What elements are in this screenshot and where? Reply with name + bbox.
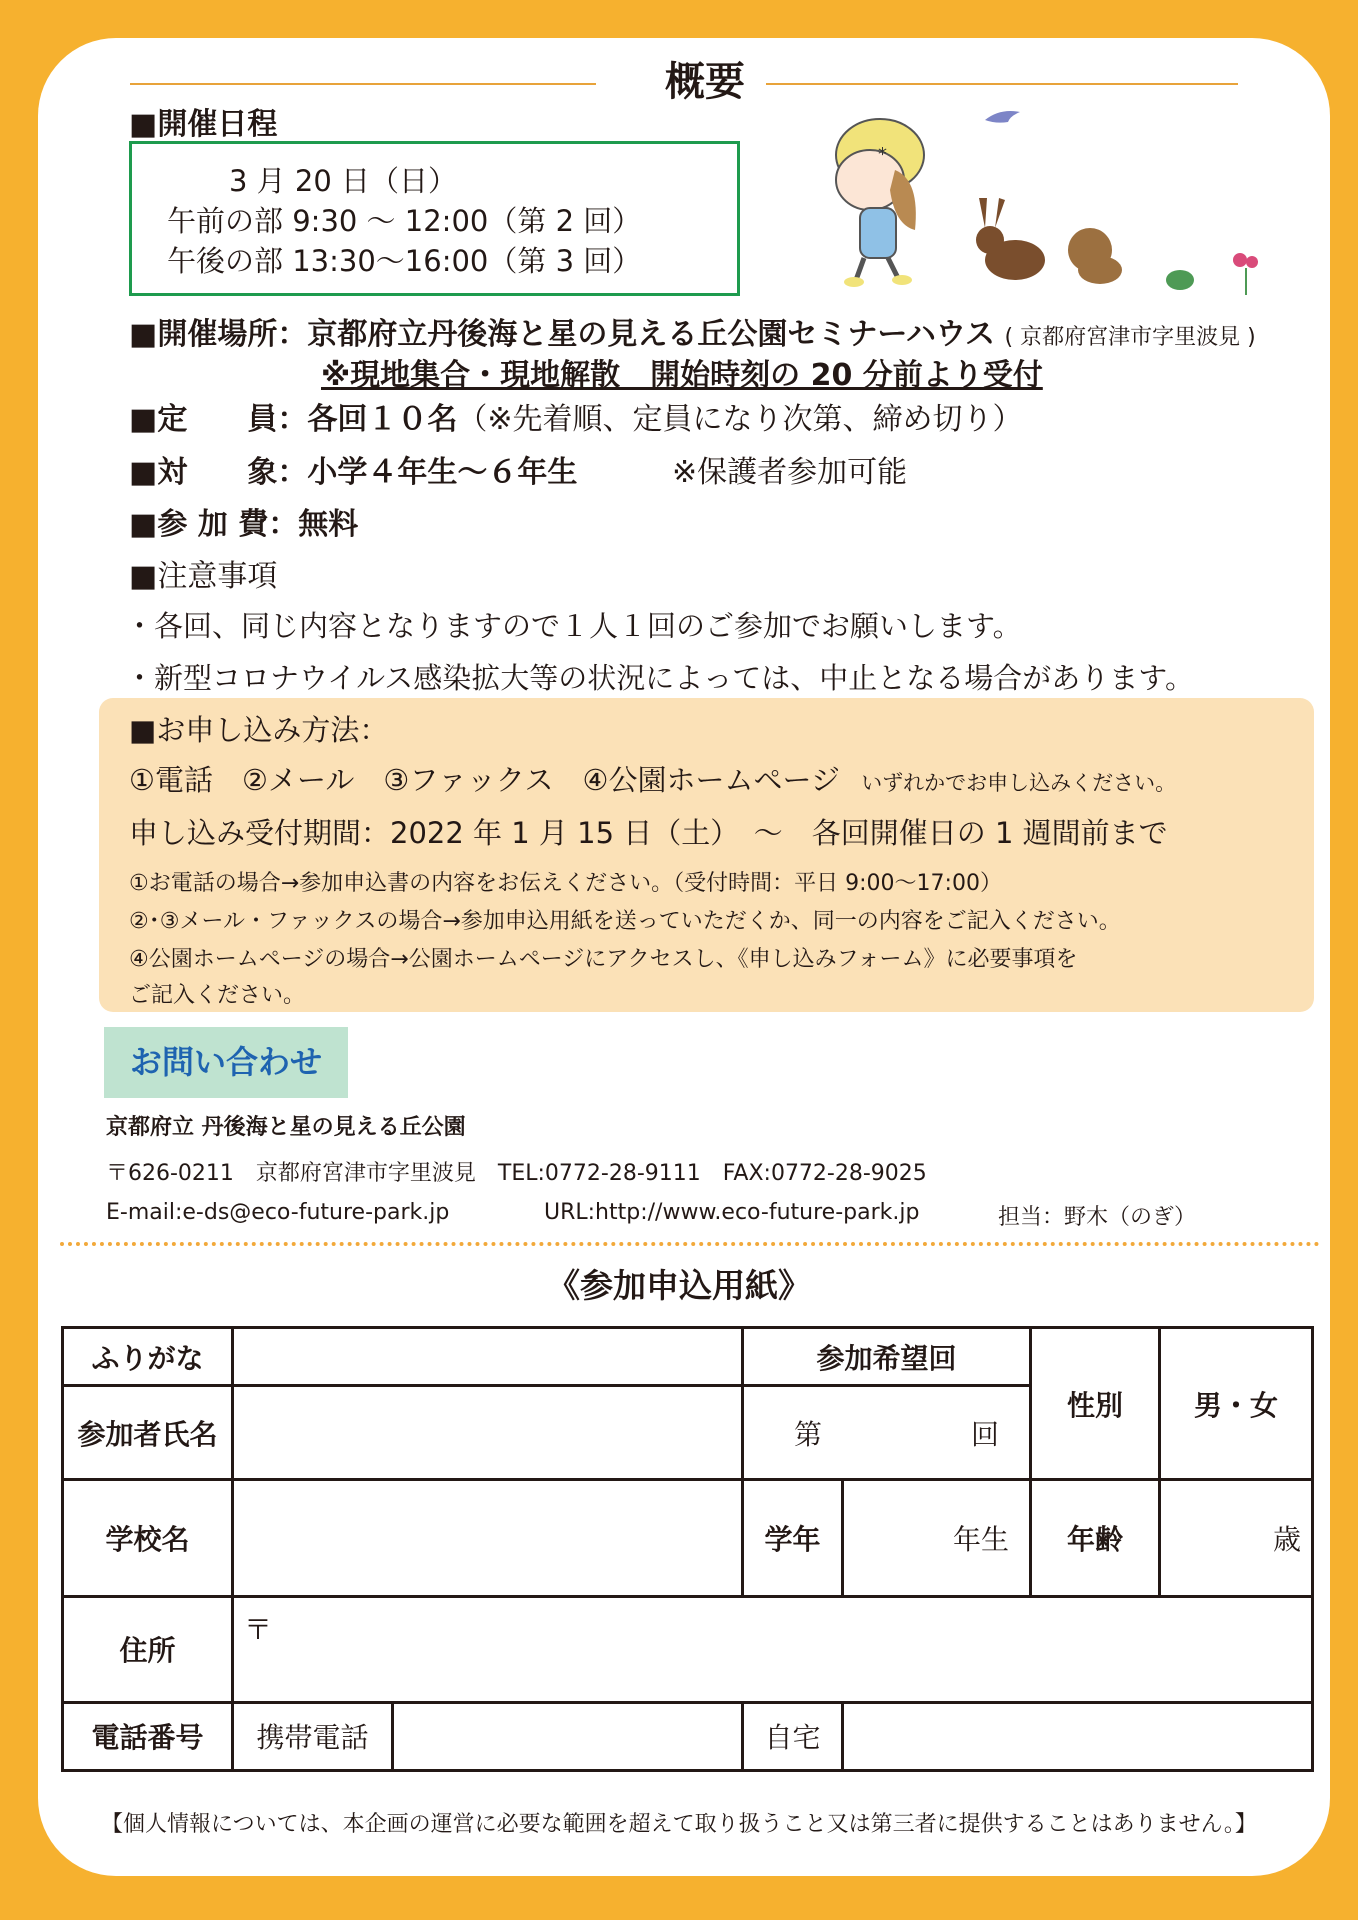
overview-header (130, 50, 1238, 105)
contact-url[interactable]: URL:http://www.eco-future-park.jp (544, 1200, 920, 1225)
mobile-field[interactable] (393, 1702, 743, 1770)
school-field[interactable] (233, 1480, 743, 1596)
home-field[interactable] (843, 1702, 1313, 1770)
child-illustration (836, 119, 924, 287)
schedule-heading: ■開催日程 (129, 107, 278, 142)
apply-period: 申し込み受付期間：2022 年 1 月 15 日（土） ～ 各回開催日の 1 週間前まで (129, 816, 1168, 850)
apply-methods-note: いずれかでお申し込みください。 (861, 771, 1177, 795)
grade-field[interactable] (843, 1480, 1031, 1596)
target-value: 小学４年生～６年生 (307, 455, 578, 490)
privacy-note: 【個人情報については、本企画の運営に必要な範囲を超えて取り扱うこと又は第三者に提供することはありません。】 (101, 1812, 1257, 1837)
squirrel-icon (1068, 228, 1122, 284)
schedule-am: 午前の部 9:30 ～ 12:00（第 2 回） (167, 204, 642, 238)
capacity-note: （※先着順、定員になり次第、締め切り） (457, 402, 1023, 437)
svg-text:*: * (878, 144, 887, 165)
session-field[interactable] (743, 1386, 1031, 1480)
postal-mark: 〒 (244, 1612, 273, 1646)
venue-value: 京都府立丹後海と星の見える丘公園セミナーハウス (307, 317, 995, 352)
bird-icon (985, 111, 1020, 123)
venue-sub: ( 京都府宮津市字里波見 ) (1004, 325, 1256, 350)
phone-label: 電話番号 (63, 1702, 233, 1770)
schedule-pm: 午後の部 13:30～16:00（第 3 回） (167, 244, 642, 278)
title-rule-left (130, 83, 596, 85)
gender-field[interactable]: 男・女 (1160, 1328, 1313, 1480)
apply-methods-list: ①電話 ②メール ③ファックス ④公園ホームページ (129, 763, 840, 797)
contact-badge: お問い合わせ (104, 1027, 348, 1098)
flower-icon (1233, 253, 1258, 295)
age-label: 年齢 (1031, 1480, 1160, 1596)
fee-row (129, 499, 358, 543)
capacity-row (129, 394, 1023, 438)
session-label: 参加希望回 (743, 1328, 1031, 1386)
page-title: 概要 (665, 59, 745, 105)
furigana-field[interactable] (233, 1328, 743, 1386)
contact-email[interactable]: E-mail:e-ds@eco-future-park.jp (106, 1200, 450, 1225)
furigana-label: ふりがな (63, 1328, 233, 1386)
contact-address: 〒626-0211 京都府宮津市字里波見 TEL:0772-28-9111 FAX:0772-28-9025 (106, 1161, 927, 1186)
apply-panel (99, 698, 1314, 1012)
apply-detail: ①お電話の場合→参加申込書の内容をお伝えください。（受付時間：平日 9:00～17:00） (129, 871, 1002, 896)
venue-label: ■開催場所： (129, 317, 308, 352)
apply-detail: ②･③メール・ファックスの場合→参加申込用紙を送っていただくか、同一の内容をご記入ください。 (129, 909, 1121, 934)
grade-label: 学年 (743, 1480, 843, 1596)
contact-org: 京都府立 丹後海と星の見える丘公園 (106, 1115, 466, 1140)
address-field[interactable] (233, 1596, 1313, 1702)
gender-label: 性別 (1031, 1328, 1160, 1480)
age-field[interactable] (1160, 1480, 1313, 1596)
target-note: ※保護者参加可能 (672, 455, 908, 490)
apply-methods (129, 758, 1176, 799)
cut-line (60, 1242, 1320, 1246)
capacity-label: ■定 員： (129, 402, 308, 437)
schedule-box (129, 141, 740, 296)
session-kai: 回 (971, 1417, 1000, 1451)
schedule-date: 3 月 20 日（日） (229, 164, 458, 198)
contact-person: 担当：野木（のぎ） (998, 1205, 1197, 1230)
apply-heading: ■お申し込み方法： (129, 713, 389, 747)
school-label: 学校名 (63, 1480, 233, 1596)
fee-label: ■参 加 費： (129, 507, 299, 542)
apply-detail: ご記入ください。 (129, 983, 306, 1008)
venue-note: ※現地集合・現地解散 開始時刻の 20 分前より受付 (321, 358, 1043, 393)
address-label: 住所 (63, 1596, 233, 1702)
target-row (129, 447, 577, 491)
capacity-value: 各回１０名 (307, 402, 458, 437)
notes-heading: ■注意事項 (129, 559, 278, 594)
name-field[interactable] (233, 1386, 743, 1480)
age-unit: 歳 (1273, 1522, 1302, 1556)
home-label: 自宅 (743, 1702, 843, 1770)
kids-animals-illustration (800, 100, 1270, 300)
note-item: ・各回、同じ内容となりますので１人１回のご参加でお願いします。 (125, 609, 1022, 643)
name-label: 参加者氏名 (63, 1386, 233, 1480)
frog-icon (1166, 270, 1194, 290)
application-form (61, 1326, 1314, 1772)
session-dai: 第 (794, 1417, 823, 1451)
venue-row (129, 309, 1256, 353)
apply-detail: ④公園ホームページの場合→公園ホームページにアクセスし、《申し込みフォーム》に必要事項を (129, 947, 1078, 972)
title-rule-right (766, 83, 1238, 85)
rabbit-icon (976, 198, 1045, 280)
form-title: 《参加申込用紙》 (547, 1266, 811, 1305)
mobile-label: 携帯電話 (233, 1702, 393, 1770)
target-label: ■対 象： (129, 455, 308, 490)
grade-unit: 年生 (953, 1522, 1010, 1556)
fee-value: 無料 (298, 507, 359, 542)
note-item: ・新型コロナウイルス感染拡大等の状況によっては、中止となる場合があります。 (125, 661, 1194, 695)
